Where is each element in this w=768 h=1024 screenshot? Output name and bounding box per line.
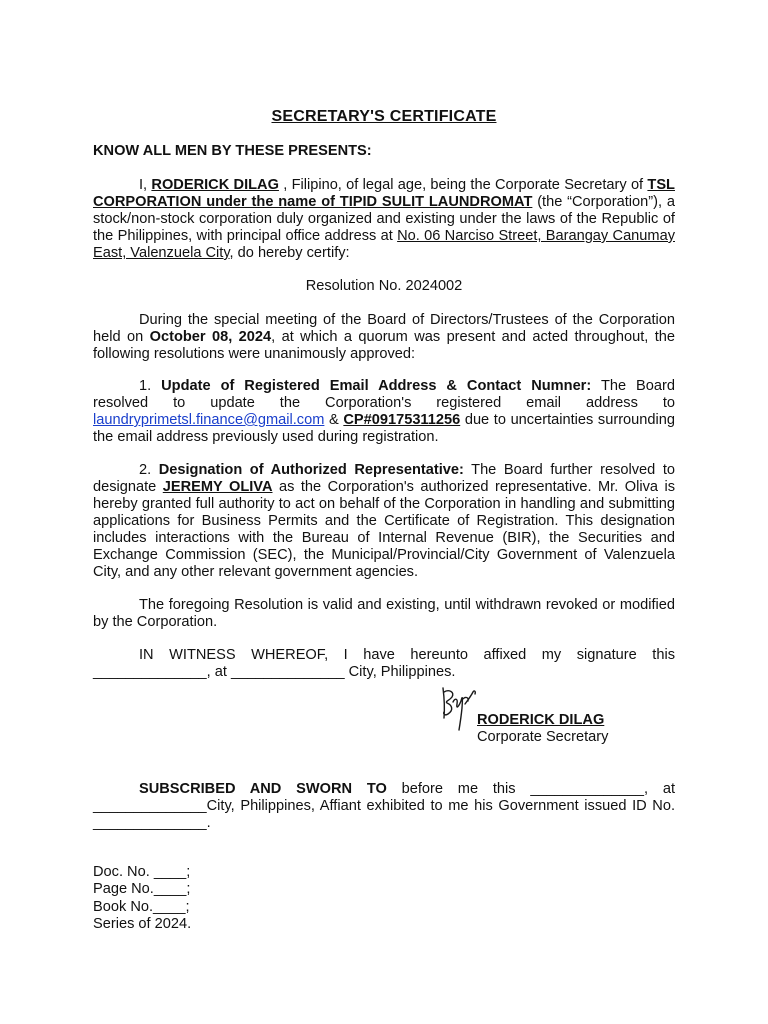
intro-text-4: , do hereby certify: — [229, 245, 350, 261]
contact-number: CP#09175311256 — [343, 412, 461, 428]
meeting-text-2: , at which a quorum was present and acted throughout, the following resolutions were unanimously approved: — [93, 329, 675, 362]
intro-text-2: , Filipino, of legal age, being the Corporate Secretary of — [278, 177, 648, 193]
signature-block — [477, 712, 647, 746]
item1-number: 1. — [139, 378, 162, 394]
witness-paragraph: IN WITNESS WHEREOF, I have hereunto affixed my signature this ______________, at ______________ City, Philippines. — [93, 647, 675, 680]
item2-heading: Designation of Authorized Representative: — [158, 462, 464, 478]
meeting-text-1: During the special meeting of the Board of Directors/Trustees of the Corporation held on — [93, 312, 675, 345]
signatory-position: Corporate Secretary — [477, 729, 609, 745]
item1-text-1: The Board resolved to update the Corporation's registered email address to — [93, 378, 675, 411]
intro-text-1: I, — [139, 177, 152, 193]
meeting-paragraph — [93, 312, 675, 363]
representative-name: JEREMY OLIVA — [162, 479, 273, 495]
notarial-register — [93, 864, 191, 933]
jurat-text: before me this ______________, at ______________City, Philippines, Affiant exhibited to me his Government issued ID No. ______________. — [93, 781, 675, 831]
meeting-date: October 08, 2024 — [149, 329, 272, 345]
resolution-number: Resolution No. 2024002 — [305, 278, 463, 294]
item1-amp: & — [324, 412, 344, 428]
opening-clause: KNOW ALL MEN BY THESE PRESENTS: — [93, 143, 372, 159]
jurat-heading: SUBSCRIBED AND SWORN TO — [139, 781, 387, 797]
jurat-paragraph — [93, 781, 675, 832]
resolution-item-1 — [93, 378, 675, 446]
item2-text-2: as the Corporation's authorized representative. Mr. Oliva is hereby granted full authority to act on behalf of the Corporation in handling and submitting applications for Business Permits and the Certificate of Registration. This designation includes interactions with the Bureau of Internal Revenue (BIR), the Securities and Exchange Commission (SEC), the Municipal/Provincial/City Government of Valenzuela City, and any other relevant government agencies. — [93, 479, 675, 580]
intro-text-3: (the “Corporation”), a stock/non-stock corporation duly organized and existing under the laws of the Republic of the Philippines, with principal office address at — [93, 194, 675, 244]
principal-address: No. 06 Narciso Street, Barangay Canumay East, Valenzuela City — [93, 228, 675, 261]
signatory-name: RODERICK DILAG — [477, 712, 605, 728]
item1-heading: Update of Registered Email Address & Contact Numner: — [161, 378, 592, 394]
item2-text-1: The Board further resolved to designate — [93, 462, 675, 495]
corporation-name: TSL CORPORATION under the name of TIPID SULIT LAUNDROMAT — [93, 177, 675, 210]
series-year: Series of 2024. — [93, 915, 192, 932]
handwritten-signature — [435, 684, 487, 734]
intro-paragraph — [93, 177, 675, 262]
book-number: Book No.____; — [93, 898, 190, 915]
doc-number: Doc. No. ____; — [93, 864, 191, 880]
resolution-item-2 — [93, 462, 675, 581]
email-link[interactable]: laundryprimetsl.finance@gmail.com — [93, 412, 325, 428]
document-title: SECRETARY'S CERTIFICATE — [271, 108, 497, 125]
item2-number: 2. — [139, 462, 159, 478]
secretary-name: RODERICK DILAG — [151, 177, 279, 193]
validity-paragraph: The foregoing Resolution is valid and existing, until withdrawn revoked or modified by the Corporation. — [93, 597, 675, 630]
item1-text-2: due to uncertainties surrounding the email address previously used during registration. — [93, 412, 675, 445]
page-number: Page No.____; — [93, 881, 191, 898]
